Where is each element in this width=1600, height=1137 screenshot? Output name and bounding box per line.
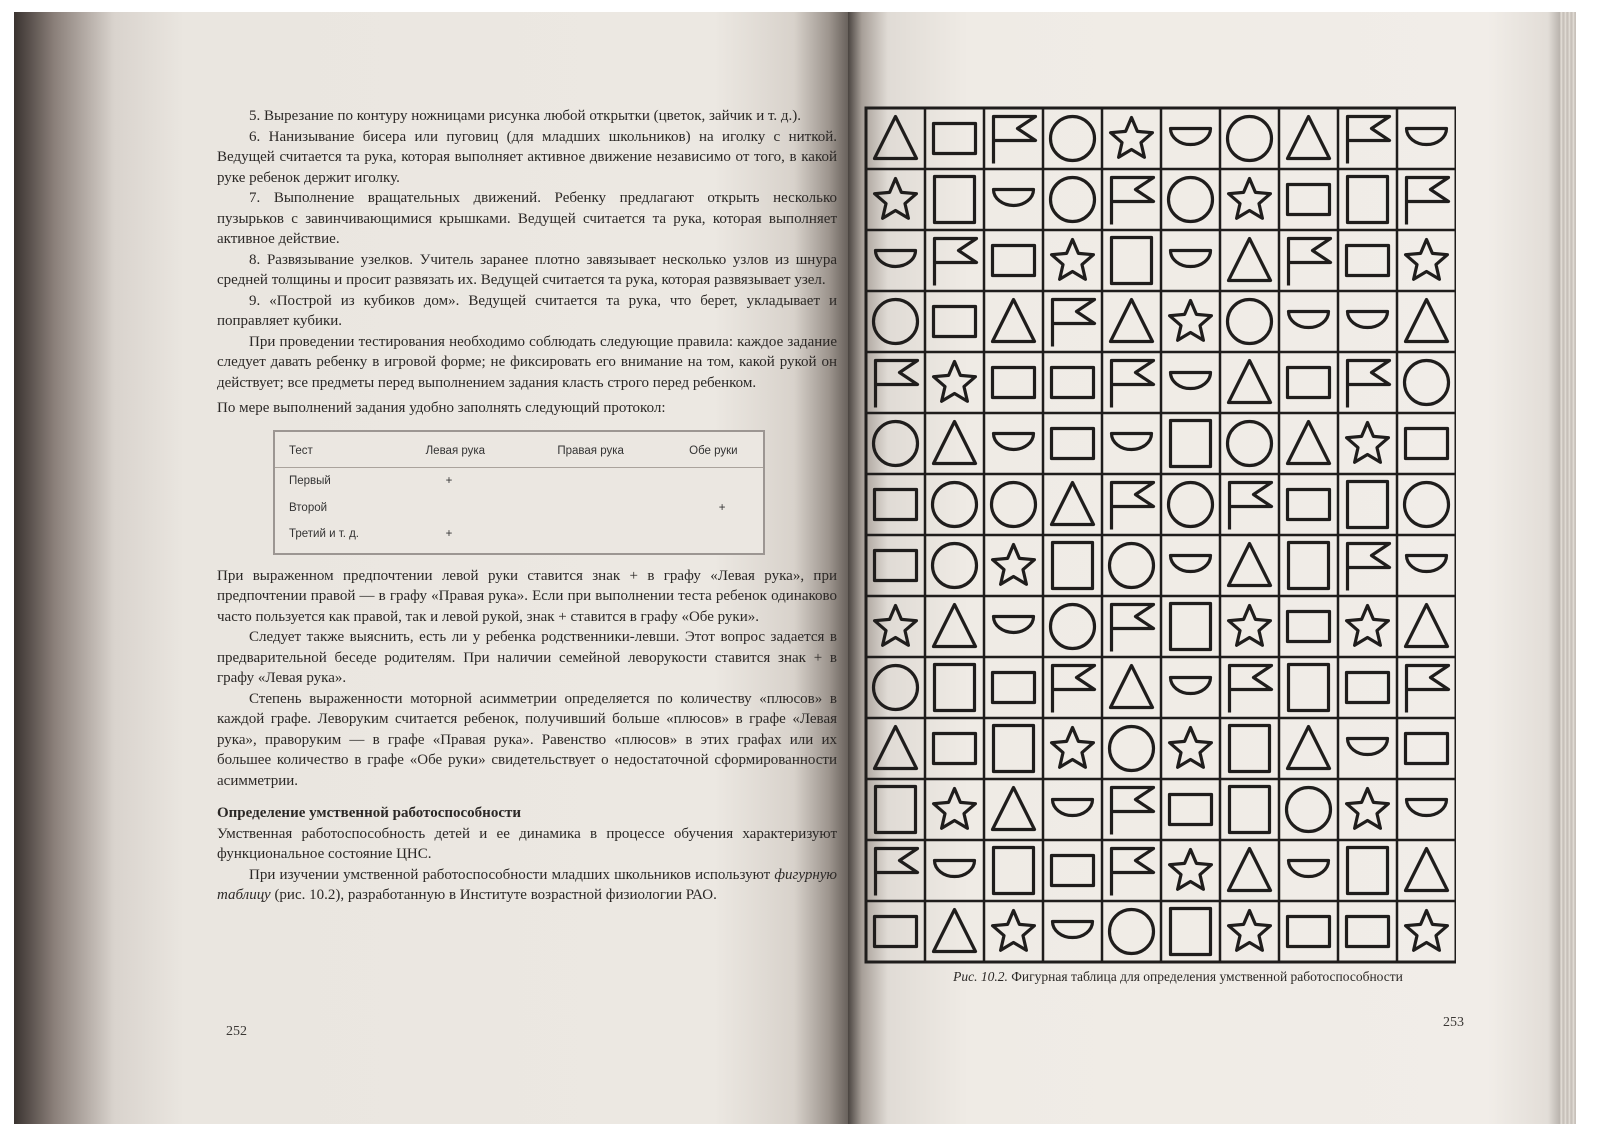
star-figure xyxy=(1170,850,1212,890)
circle-figure xyxy=(1228,117,1272,161)
square-figure xyxy=(1348,482,1388,528)
rectangle-figure xyxy=(1288,917,1330,947)
circle-figure xyxy=(992,483,1036,527)
page-number-left: 252 xyxy=(226,1024,247,1039)
rectangle-figure xyxy=(1288,490,1330,520)
flag-figure xyxy=(1112,483,1154,530)
triangle-figure xyxy=(1229,544,1271,586)
triangle-figure xyxy=(1052,483,1094,525)
list-item: 7. Выполнение вращательных движений. Ребенку предлагают открыть несколько пузырьков с завинчивающимися крышками. Ведущей считается та рука, которая выполняет активное действие. xyxy=(217,190,837,247)
italic-term: фигурную таблицу xyxy=(217,866,837,903)
caption-label: Рис. 10.2. xyxy=(953,969,1008,984)
triangle-figure xyxy=(1288,117,1330,159)
cell: + xyxy=(445,475,453,487)
star-figure xyxy=(934,362,976,402)
rectangle-figure xyxy=(1052,429,1094,459)
paragraph: Умственная работоспособность детей и ее динамика в процессе обучения характеризуют функциональное состояние ЦНС. xyxy=(217,825,837,862)
flag-figure xyxy=(1348,544,1390,591)
square-figure xyxy=(1053,543,1093,589)
col-header-test: Тест xyxy=(275,432,412,468)
circle-figure xyxy=(1051,178,1095,222)
half-circle-figure xyxy=(1171,373,1211,389)
square-figure xyxy=(876,787,916,833)
star-figure xyxy=(1229,179,1271,219)
star-figure xyxy=(1229,911,1271,951)
half-circle-figure xyxy=(994,190,1034,206)
triangle-figure xyxy=(875,117,917,159)
col-header-right: Правая рука xyxy=(543,432,675,468)
circle-figure xyxy=(1169,178,1213,222)
half-circle-figure xyxy=(1407,800,1447,816)
half-circle-figure xyxy=(876,251,916,267)
flag-figure xyxy=(1289,239,1331,286)
square-figure xyxy=(1289,665,1329,711)
half-circle-figure xyxy=(1053,922,1093,938)
figure-grid-svg xyxy=(852,94,1456,966)
rectangle-figure xyxy=(875,490,917,520)
star-figure xyxy=(1052,728,1094,768)
half-circle-figure xyxy=(1171,129,1211,145)
star-figure xyxy=(993,911,1035,951)
cell xyxy=(675,521,763,553)
table-row xyxy=(275,521,763,553)
star-figure xyxy=(1229,606,1271,646)
rectangle-figure xyxy=(1347,673,1389,703)
flag-figure xyxy=(1112,849,1154,896)
cell: Первый xyxy=(289,475,331,487)
triangle-figure xyxy=(993,788,1035,830)
cell: Третий и т. д. xyxy=(289,528,360,540)
half-circle-figure xyxy=(1407,556,1447,572)
triangle-figure xyxy=(875,727,917,769)
circle-figure xyxy=(1110,910,1154,954)
square-figure xyxy=(935,177,975,223)
cell xyxy=(543,521,675,553)
square-figure xyxy=(994,726,1034,772)
col-header-left: Левая рука xyxy=(412,432,544,468)
paragraph: Следует также выяснить, есть ли у ребенка родственники-левши. Этот вопрос задается в предварительной беседе родителям. При наличии семейной леворукости ставится знак + в графу «Левая рука». xyxy=(217,629,837,686)
flag-figure xyxy=(1407,666,1449,713)
circle-figure xyxy=(1169,483,1213,527)
half-circle-figure xyxy=(935,861,975,877)
star-figure xyxy=(1406,911,1448,951)
square-figure xyxy=(935,665,975,711)
rectangle-figure xyxy=(875,551,917,581)
half-circle-figure xyxy=(1289,861,1329,877)
flag-figure xyxy=(1348,361,1390,408)
paragraph: Степень выраженности моторной асимметрии определяется по количеству «плюсов» в каждой графе. Леворуким считается ребенок, получивший больше «плюсов» в графе «Левая рука», праворуким — в графе «Правая рука». Равенство «плюсов» в этих графах или их большее количество в графе «Обе руки» свидетельствует о недостаточной сформированности асимметрии. xyxy=(217,690,837,789)
circle-figure xyxy=(1051,117,1095,161)
half-circle-figure xyxy=(1171,556,1211,572)
triangle-figure xyxy=(1229,361,1271,403)
half-circle-figure xyxy=(994,434,1034,450)
table-row xyxy=(275,468,763,495)
triangle-figure xyxy=(1111,300,1153,342)
col-header-both: Обе руки xyxy=(675,432,763,468)
star-figure xyxy=(875,606,917,646)
half-circle-figure xyxy=(1112,434,1152,450)
figure-table xyxy=(852,94,1456,970)
flag-figure xyxy=(876,849,918,896)
paragraph xyxy=(217,865,837,906)
circle-figure xyxy=(1228,300,1272,344)
flag-figure xyxy=(935,239,977,286)
star-figure xyxy=(1170,301,1212,341)
list-item: 5. Вырезание по контуру ножницами рисунка любой открытки (цветок, зайчик и т. д.). xyxy=(249,108,802,124)
flag-figure xyxy=(1112,605,1154,652)
rectangle-figure xyxy=(993,673,1035,703)
cell xyxy=(543,468,675,495)
rectangle-figure xyxy=(993,246,1035,276)
circle-figure xyxy=(1405,483,1449,527)
triangle-figure xyxy=(1111,666,1153,708)
circle-figure xyxy=(1051,605,1095,649)
rectangle-figure xyxy=(993,368,1035,398)
triangle-figure xyxy=(934,605,976,647)
triangle-figure xyxy=(1229,849,1271,891)
cell xyxy=(543,495,675,522)
table-row xyxy=(275,495,763,522)
circle-figure xyxy=(874,666,918,710)
circle-figure xyxy=(933,544,977,588)
rectangle-figure xyxy=(1406,734,1448,764)
list-item: 9. «Построй из кубиков дом». Ведущей считается та рука, что берет, укладывает и поправляет кубики. xyxy=(217,292,837,329)
flag-figure xyxy=(1348,117,1390,164)
flag-figure xyxy=(1230,666,1272,713)
flag-figure xyxy=(1053,300,1095,347)
left-page-text xyxy=(217,106,837,906)
half-circle-figure xyxy=(994,617,1034,633)
cell: + xyxy=(718,501,726,514)
circle-figure xyxy=(1228,422,1272,466)
flag-figure xyxy=(994,117,1036,164)
square-figure xyxy=(1348,177,1388,223)
square-figure xyxy=(1289,543,1329,589)
triangle-figure xyxy=(1229,239,1271,281)
rectangle-figure xyxy=(1052,368,1094,398)
square-figure xyxy=(1171,909,1211,955)
flag-figure xyxy=(1112,178,1154,225)
protocol-intro: По мере выполнений задания удобно заполнять следующий протокол: xyxy=(217,400,666,416)
rectangle-figure xyxy=(875,917,917,947)
rectangle-figure xyxy=(1406,429,1448,459)
rectangle-figure xyxy=(1170,795,1212,825)
star-figure xyxy=(1347,789,1389,829)
star-figure xyxy=(1111,118,1153,158)
half-circle-figure xyxy=(1407,129,1447,145)
star-figure xyxy=(934,789,976,829)
flag-figure xyxy=(1053,666,1095,713)
flag-figure xyxy=(876,361,918,408)
rectangle-figure xyxy=(1347,917,1389,947)
square-figure xyxy=(994,848,1034,894)
cell: Второй xyxy=(289,501,328,514)
square-figure xyxy=(1171,421,1211,467)
triangle-figure xyxy=(1406,300,1448,342)
paragraph: При выраженном предпочтении левой руки ставится знак + в графу «Левая рука», при предпочтении правой — в графу «Правая рука». Если при выполнении теста ребенок одинаково часто пользуется как правой, так и левой рукой, знак + ставится в графу «Обе руки». xyxy=(217,567,837,625)
page-edges xyxy=(1560,12,1576,1124)
rectangle-figure xyxy=(1288,368,1330,398)
cell xyxy=(412,495,544,522)
triangle-figure xyxy=(1288,422,1330,464)
square-figure xyxy=(1112,238,1152,284)
circle-figure xyxy=(1405,361,1449,405)
rectangle-figure xyxy=(1288,185,1330,215)
circle-figure xyxy=(1287,788,1331,832)
rectangle-figure xyxy=(1052,856,1094,886)
testing-rules: При проведении тестирования необходимо соблюдать следующие правила: каждое задание следует давать ребенку в игровой форме; не фиксировать его внимание на том, какой рукой он действует; все предметы перед выполнением задания класть строго перед ребенком. xyxy=(217,333,837,391)
rectangle-figure xyxy=(934,124,976,154)
triangle-figure xyxy=(934,910,976,952)
list-item: 6. Нанизывание бисера или пуговиц (для младших школьников) на иголку с ниткой. Ведущей считается та рука, которая выполняет активное движение независимо от того, в какой руке ребенок держит иголку. xyxy=(217,128,837,186)
half-circle-figure xyxy=(1348,739,1388,755)
star-figure xyxy=(993,545,1035,585)
star-figure xyxy=(1052,240,1094,280)
star-figure xyxy=(1170,728,1212,768)
square-figure xyxy=(1171,604,1211,650)
page-number-right: 253 xyxy=(1443,1015,1464,1030)
section-heading: Определение умственной работоспособности xyxy=(217,805,521,821)
flag-figure xyxy=(1407,178,1449,225)
flag-figure xyxy=(1112,361,1154,408)
triangle-figure xyxy=(1406,605,1448,647)
figure-caption xyxy=(898,969,1458,985)
triangle-figure xyxy=(1288,727,1330,769)
circle-figure xyxy=(874,300,918,344)
square-figure xyxy=(1348,848,1388,894)
star-figure xyxy=(875,179,917,219)
half-circle-figure xyxy=(1053,800,1093,816)
star-figure xyxy=(1406,240,1448,280)
grid-lines xyxy=(866,108,1456,962)
star-figure xyxy=(1347,606,1389,646)
flag-figure xyxy=(1112,788,1154,835)
caption-text: Фигурная таблица для определения умственной работоспособности xyxy=(1011,969,1403,984)
protocol-table xyxy=(273,430,765,555)
square-figure xyxy=(1230,726,1270,772)
triangle-figure xyxy=(934,422,976,464)
text-run: При изучении умственной работоспособности младших школьников используют xyxy=(249,866,775,883)
cell xyxy=(675,468,763,495)
half-circle-figure xyxy=(1171,678,1211,694)
rectangle-figure xyxy=(934,307,976,337)
circle-figure xyxy=(933,483,977,527)
rectangle-figure xyxy=(1288,612,1330,642)
rectangle-figure xyxy=(1347,246,1389,276)
circle-figure xyxy=(1110,544,1154,588)
circle-figure xyxy=(874,422,918,466)
half-circle-figure xyxy=(1171,251,1211,267)
star-figure xyxy=(1347,423,1389,463)
rectangle-figure xyxy=(934,734,976,764)
triangle-figure xyxy=(1406,849,1448,891)
circle-figure xyxy=(1110,727,1154,771)
square-figure xyxy=(1230,787,1270,833)
flag-figure xyxy=(1230,483,1272,530)
text-run: (рис. 10.2), разработанную в Институте возрастной физиологии РАО. xyxy=(270,887,717,903)
list-item: 8. Развязывание узелков. Учитель заранее плотно завязывает несколько узлов из шнура средней толщины и просит развязать их. Ведущей считается та рука, которая развязывает узел. xyxy=(217,251,837,288)
half-circle-figure xyxy=(1348,312,1388,328)
triangle-figure xyxy=(993,300,1035,342)
half-circle-figure xyxy=(1289,312,1329,328)
cell: + xyxy=(445,528,453,540)
